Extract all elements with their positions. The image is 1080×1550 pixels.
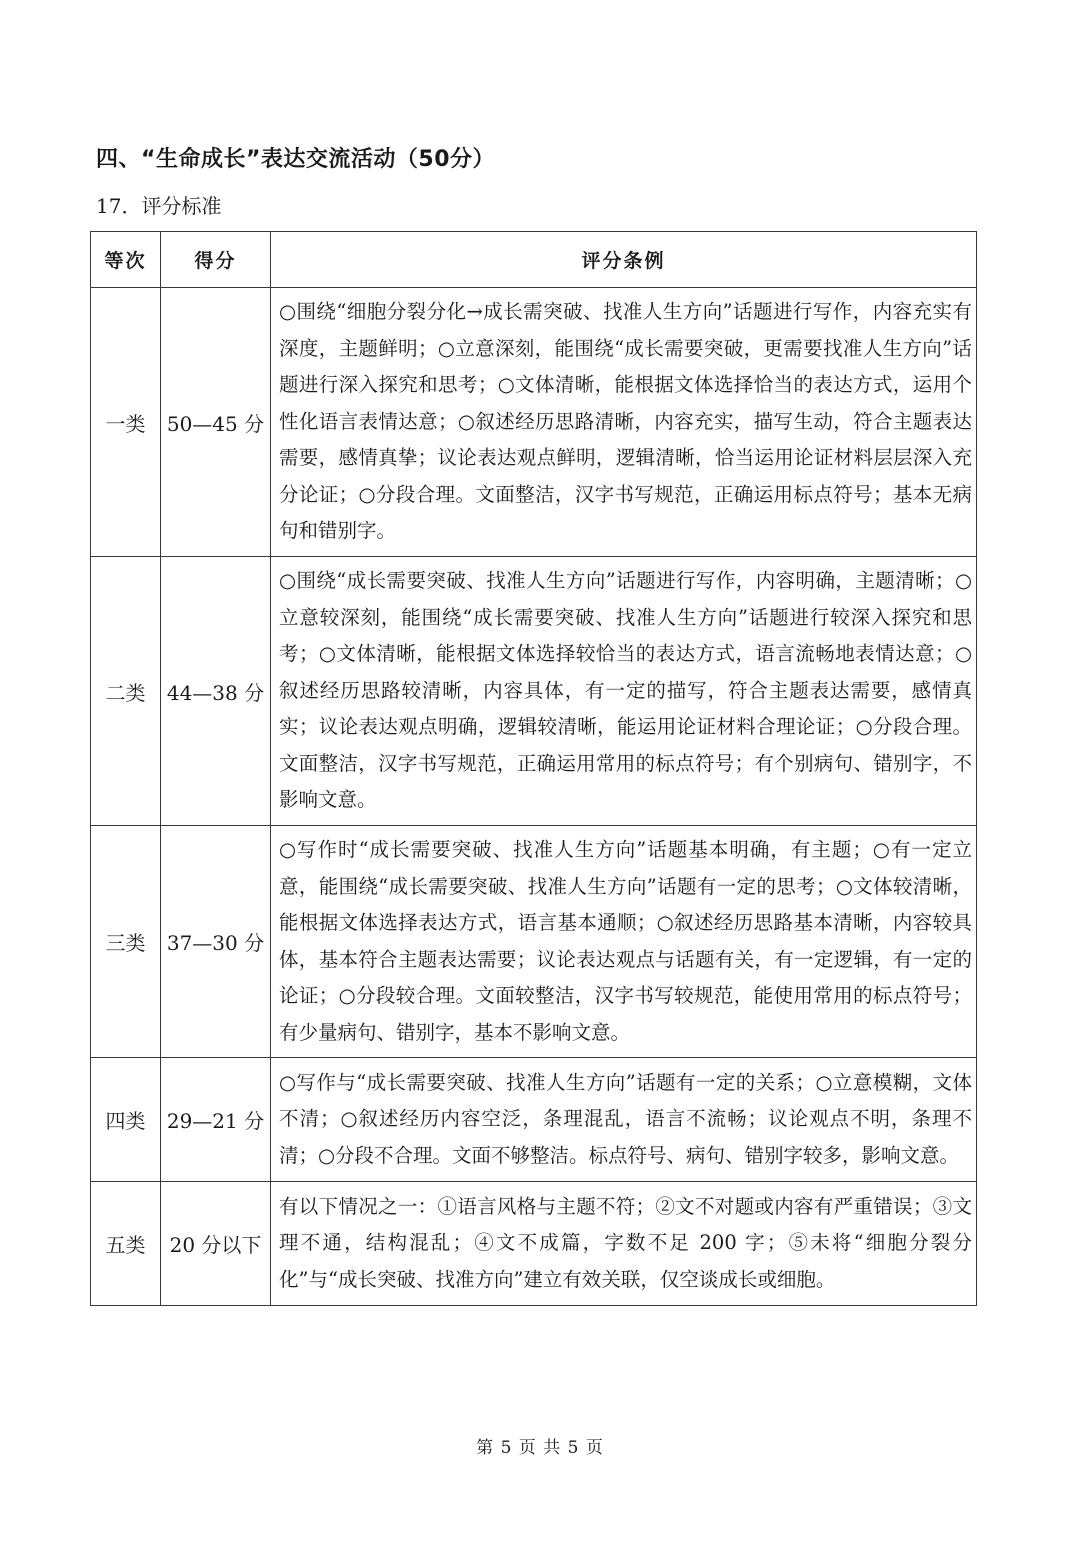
- table-row: [91, 1058, 977, 1182]
- page-number-footer: 第 5 页 共 5 页: [476, 1438, 604, 1458]
- header-criteria: 评分条例: [271, 232, 977, 288]
- header-score: 得分: [161, 232, 271, 288]
- table-row: [91, 288, 977, 557]
- question-subheading: 17．评分标准: [96, 194, 222, 218]
- table-row: [91, 557, 977, 826]
- row-score: 29—21 分: [161, 1058, 271, 1182]
- row-criteria: ○写作时“成长需要突破、找准人生方向”话题基本明确，有主题；○有一定立意，能围绕“成长需要突破、找准人生方向”话题有一定的思考；○文体较清晰，能根据文体选择表达方式，语言基本通顺；○叙述经历思路基本清晰，内容较具体，基本符合主题表达需要；议论表达观点与话题有关，有一定逻辑，有一定的论证；○分段较合理。文面较整洁，汉字书写较规范，能使用常用的标点符号；有少量病句、错别字，基本不影响文意。: [271, 826, 977, 1058]
- row-criteria: ○围绕“成长需要突破、找准人生方向”话题进行写作，内容明确，主题清晰；○立意较深刻，能围绕“成长需要突破、找准人生方向”话题进行较深入探究和思考；○文体清晰，能根据文体选择较恰当的表达方式，语言流畅地表情达意；○叙述经历思路较清晰，内容具体，有一定的描写，符合主题表达需要，感情真实；议论表达观点明确，逻辑较清晰，能运用论证材料合理论证；○分段合理。文面整洁，汉字书写规范，正确运用常用的标点符号；有个别病句、错别字，不影响文意。: [271, 557, 977, 826]
- grading-rubric-table: [90, 231, 977, 1306]
- table-header-row: [91, 232, 977, 288]
- section-heading: 四、“生命成长”表达交流活动（50分）: [96, 147, 496, 172]
- row-level: 三类: [91, 826, 161, 1058]
- row-level: 一类: [91, 288, 161, 557]
- row-criteria: 有以下情况之一：①语言风格与主题不符；②文不对题或内容有严重错误；③文理不通，结构混乱；④文不成篇，字数不足 200 字；⑤未将“细胞分裂分化”与“成长突破、找准方向”建立有效关联，仅空谈成长或细胞。: [271, 1182, 977, 1306]
- table-row: [91, 826, 977, 1058]
- row-level: 四类: [91, 1058, 161, 1182]
- row-criteria: ○围绕“细胞分裂分化→成长需突破、找准人生方向”话题进行写作，内容充实有深度，主题鲜明；○立意深刻，能围绕“成长需要突破，更需要找准人生方向”话题进行深入探究和思考；○文体清晰，能根据文体选择恰当的表达方式，运用个性化语言表情达意；○叙述经历思路清晰，内容充实，描写生动，符合主题表达需要，感情真挚；议论表达观点鲜明，逻辑清晰，恰当运用论证材料层层深入充分论证；○分段合理。文面整洁，汉字书写规范，正确运用标点符号；基本无病句和错别字。: [271, 288, 977, 557]
- row-score: 20 分以下: [161, 1182, 271, 1306]
- row-score: 37—30 分: [161, 826, 271, 1058]
- row-score: 50—45 分: [161, 288, 271, 557]
- row-level: 二类: [91, 557, 161, 826]
- row-criteria: ○写作与“成长需要突破、找准人生方向”话题有一定的关系；○立意模糊，文体不清；○叙述经历内容空泛，条理混乱，语言不流畅；议论观点不明，条理不清；○分段不合理。文面不够整洁。标点符号、病句、错别字较多，影响文意。: [271, 1058, 977, 1182]
- table-row: [91, 1182, 977, 1306]
- row-level: 五类: [91, 1182, 161, 1306]
- row-score: 44—38 分: [161, 557, 271, 826]
- header-level: 等次: [91, 232, 161, 288]
